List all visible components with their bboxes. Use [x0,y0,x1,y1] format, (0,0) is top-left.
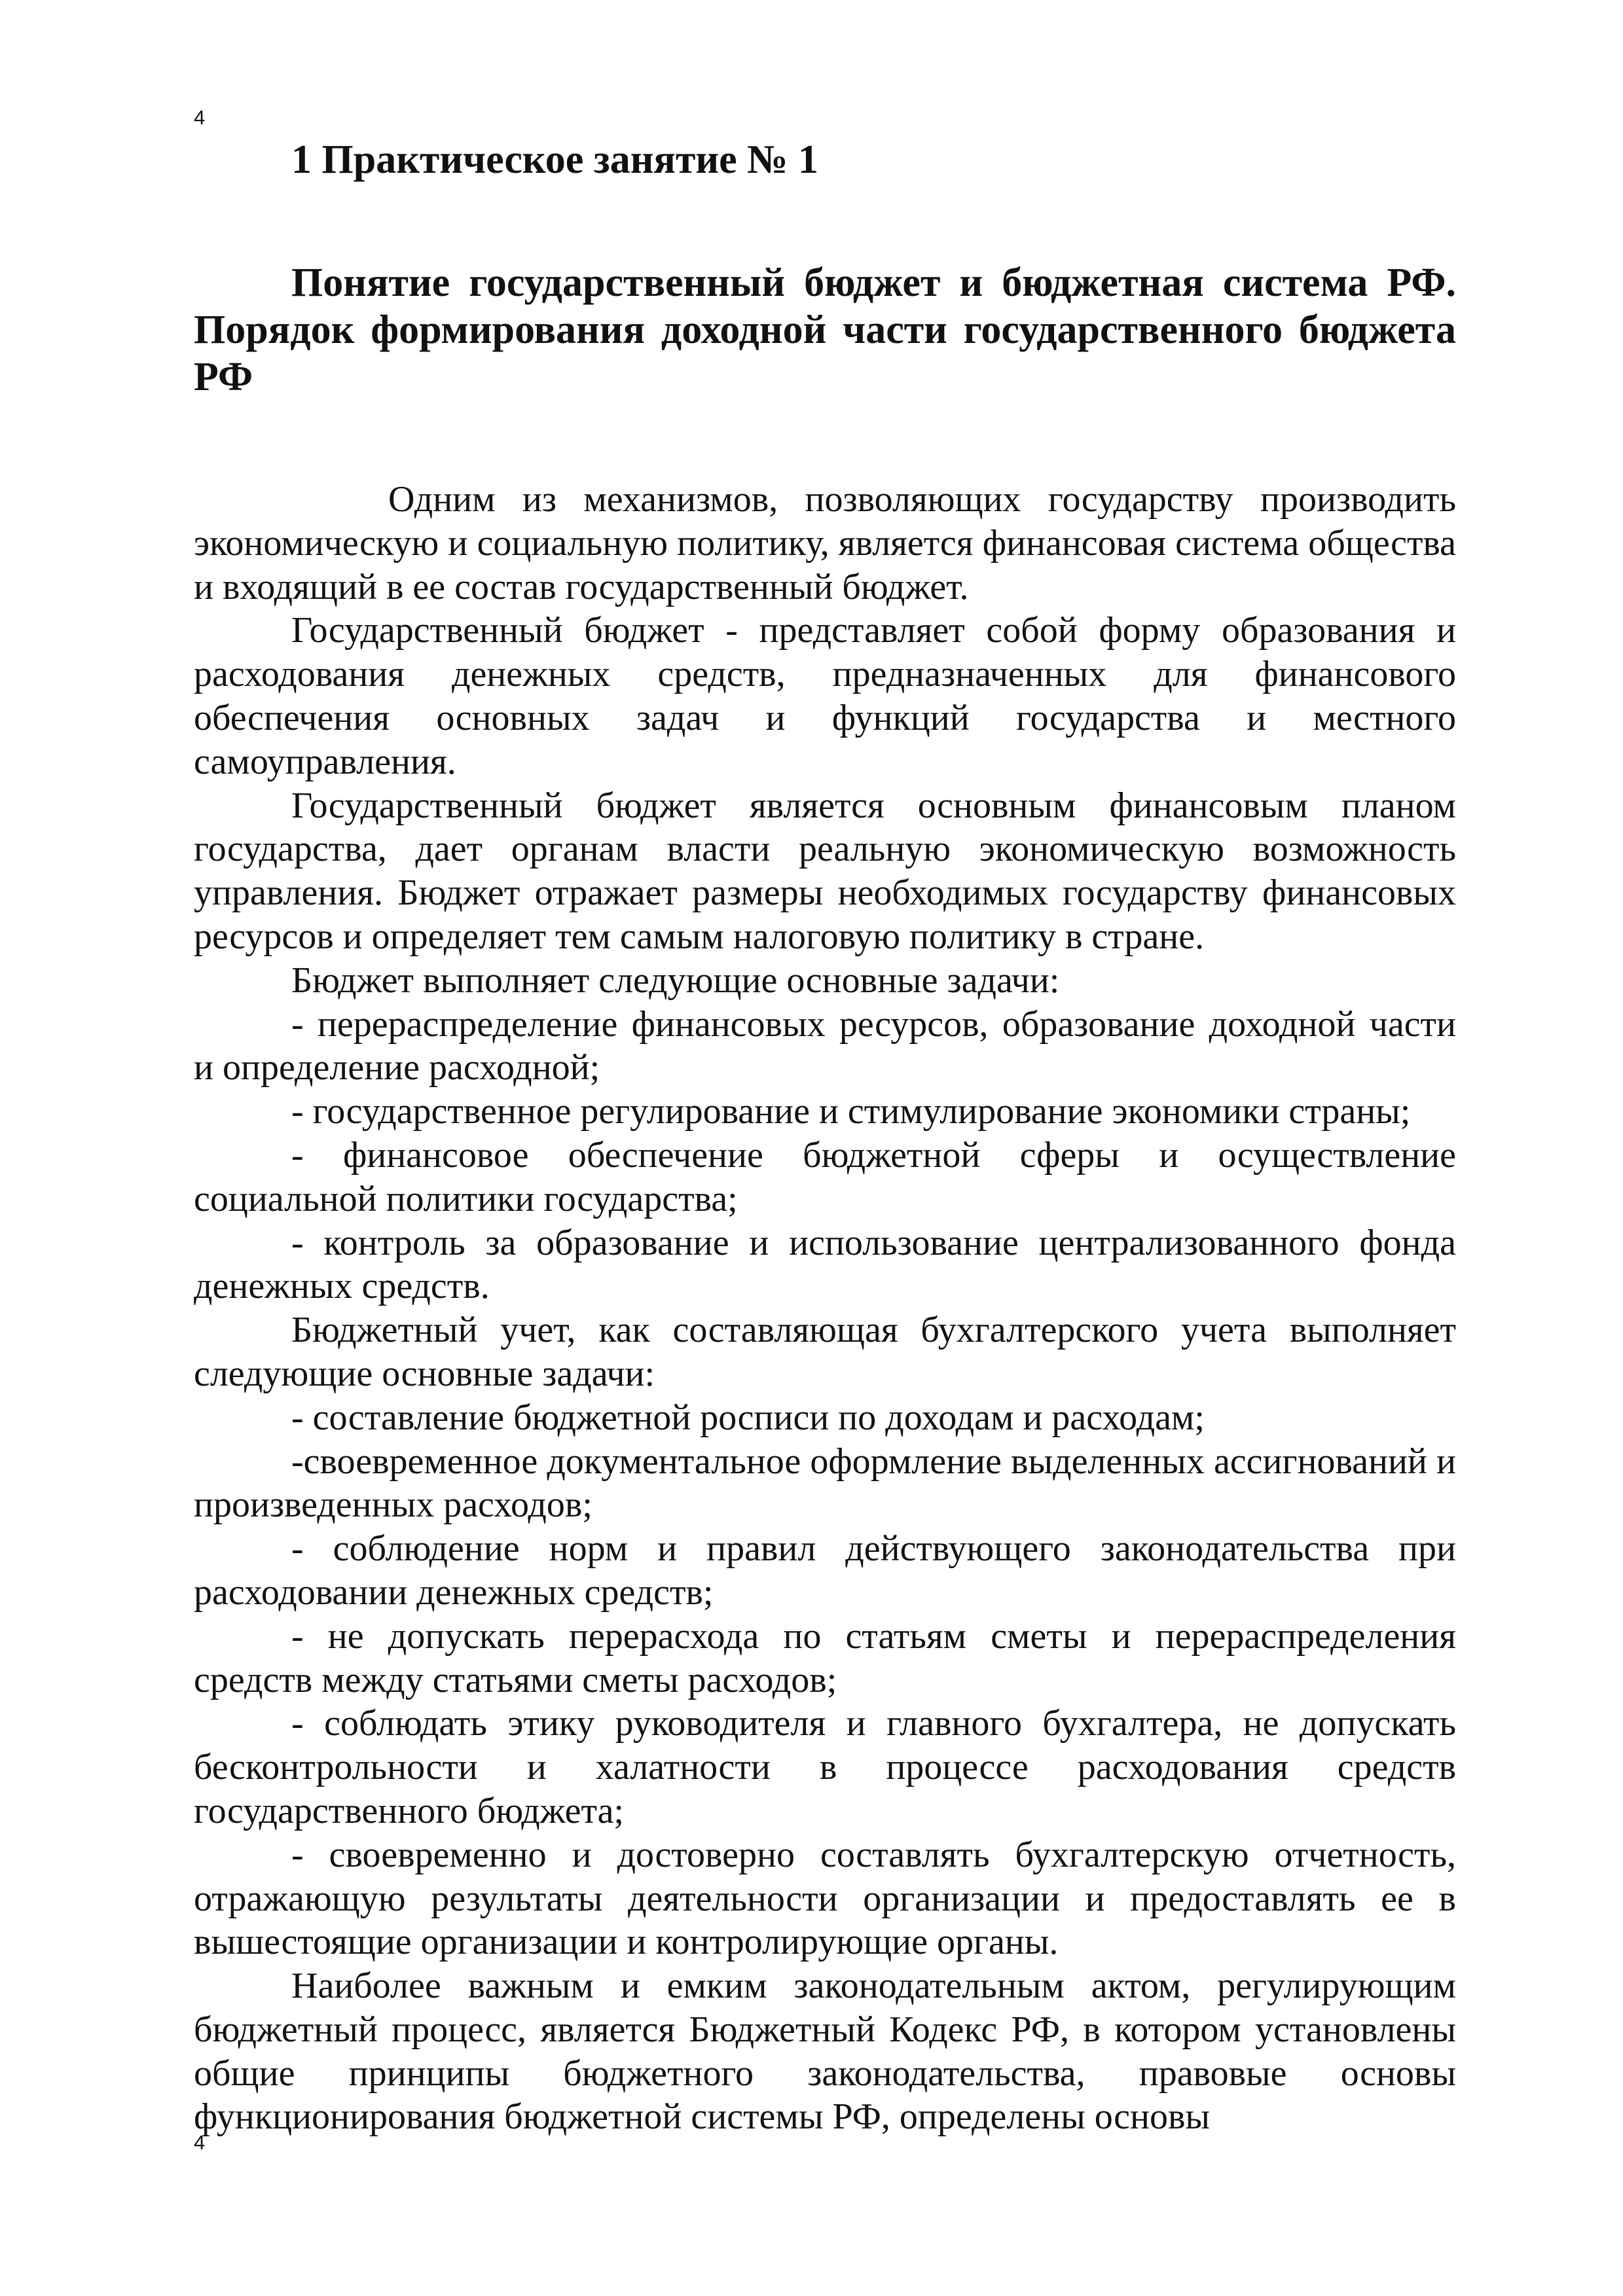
page-number-bottom: 4 [194,2131,206,2154]
paragraph: Государственный бюджет является основным финансовым планом государства, дает органам власти реальную экономическую возможность управления. Бюджет отражает размеры необходимых государству финансовых ресурсов и определяет тем самым налоговую политику в стране. [194,785,1456,957]
paragraph: Одним из механизмов, позволяющих государству производить экономическую и социальную политику, является финансовая система общества и входящий в ее состав государственный бюджет. [194,479,1456,607]
list-item: - перераспределение финансовых ресурсов, образование доходной части и определение расходной; [194,1003,1456,1088]
paragraph: Наиболее важным и емким законодательным актом, регулирующим бюджетный процесс, является Бюджетный Кодекс РФ, в котором установлены общие принципы бюджетного законодательства, правовые основы функционирования бюджетной системы РФ, определены основы [194,1965,1456,2138]
page-number-top: 4 [194,106,206,129]
list-item: - государственное регулирование и стимулирование экономики страны; [291,1091,1411,1132]
section-topic-heading: Понятие государственный бюджет и бюджетная система РФ. Порядок формирования доходной части государственного бюджета РФ [194,260,1456,399]
list-item: - финансовое обеспечение бюджетной сферы и осуществление социальной политики государства; [194,1134,1456,1219]
list-item: - не допускать перерасхода по статьям сметы и перераспределения средств между статьями сметы расходов; [194,1615,1456,1700]
section-number-heading: 1 Практическое занятие № 1 [291,137,818,182]
paragraph: Государственный бюджет - представляет собой форму образования и расходования денежных средств, предназначенных для финансового обеспечения основных задач и функций государства и местного самоуправления. [194,610,1456,782]
list-item: - соблюдение норм и правил действующего законодательства при расходовании денежных средств; [194,1528,1456,1613]
list-item: -своевременное документальное оформление выделенных ассигнований и произведенных расходов; [194,1441,1456,1526]
paragraph: Бюджетный учет, как составляющая бухгалтерского учета выполняет следующие основные задачи: [194,1310,1456,1394]
list-item: - своевременно и достоверно составлять бухгалтерскую отчетность, отражающую результаты деятельности организации и предоставлять ее в вышестоящие организации и контролирующие органы. [194,1834,1456,1963]
list-item: - соблюдать этику руководителя и главного бухгалтера, не допускать бесконтрольности и халатности в процессе расходования средств государственного бюджета; [194,1703,1456,1831]
list-item: - контроль за образование и использование централизованного фонда денежных средств. [194,1222,1456,1307]
paragraph: Бюджет выполняет следующие основные задачи: [291,960,1060,1001]
body-text [194,478,1456,2139]
list-item: - составление бюджетной росписи по доходам и расходам; [291,1397,1205,1438]
document-body [194,132,1456,2139]
